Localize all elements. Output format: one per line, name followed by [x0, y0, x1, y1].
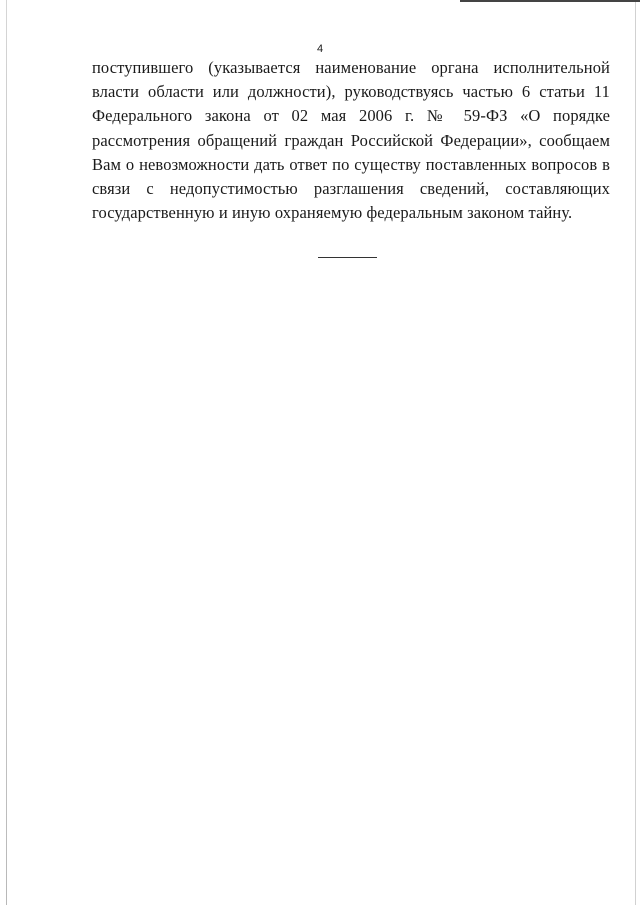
scan-edge-left [6, 0, 7, 905]
scan-edge-right [635, 0, 636, 905]
scan-edge-top [460, 0, 640, 2]
page-number: 4 [316, 43, 324, 55]
end-separator-line [318, 257, 377, 258]
body-paragraph: поступившего (указывается наименование органа исполнительной власти области или должности), руководствуясь частью 6 статьи 11 Федерального закона от 02 мая 2006 г. № 59-ФЗ «О порядке рассмотрения обращений граждан Российской Федерации», сообщаем Вам о невозможности дать ответ по существу поставленных вопросов в связи с недопустимостью разглашения сведений, составляющих государственную и иную охраняемую федеральным законом тайну. [92, 58, 610, 223]
